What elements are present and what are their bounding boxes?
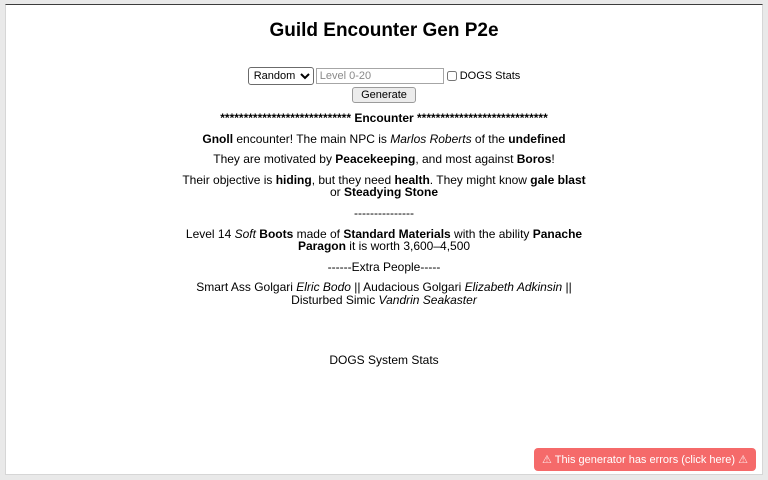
encounter-output [182, 112, 586, 307]
encounter-type-select[interactable] [248, 67, 314, 85]
error-banner[interactable] [534, 448, 756, 471]
generate-button[interactable]: Generate [352, 87, 416, 103]
generate-row [6, 85, 762, 103]
dogs-stats-checkbox-label: DOGS Stats [459, 70, 521, 82]
encounter-npc-line: Gnoll encounter! The main NPC is Marlos Roberts of the undefined [202, 131, 566, 146]
page-title: Guild Encounter Gen P2e [269, 20, 499, 41]
dogs-system-stats-label: DOGS System Stats [329, 352, 439, 367]
dogs-stats-checkbox[interactable] [447, 71, 457, 81]
divider-dashes: --------------- [354, 205, 414, 220]
warning-icon: ⚠ [541, 454, 552, 466]
generator-page [5, 4, 763, 475]
extra-people-divider: ------Extra People----- [327, 259, 441, 274]
encounter-item-line: Level 14 Soft Boots made of Standard Materials with the ability Panache Paragon it is worth 3,600–4,500 [185, 226, 583, 254]
dogs-stats-toggle[interactable] [447, 70, 521, 82]
level-input[interactable] [316, 68, 444, 84]
error-banner-text: This generator has errors (click here) [554, 454, 736, 466]
encounter-objective-line: Their objective is hiding, but they need health. They might know gale blast or Steadying Stone [182, 172, 586, 200]
extra-people-line: Smart Ass Golgari Elric Bodo || Audacious Golgari Elizabeth Adkinsin || Disturbed Simic Vandrin Seakaster [196, 280, 572, 307]
encounter-header-line: **************************** Encounter **************************** [220, 111, 548, 125]
controls-row [6, 67, 762, 85]
encounter-motivation-line: They are motivated by Peacekeeping, and most against Boros! [213, 152, 555, 167]
warning-icon: ⚠ [738, 454, 748, 466]
